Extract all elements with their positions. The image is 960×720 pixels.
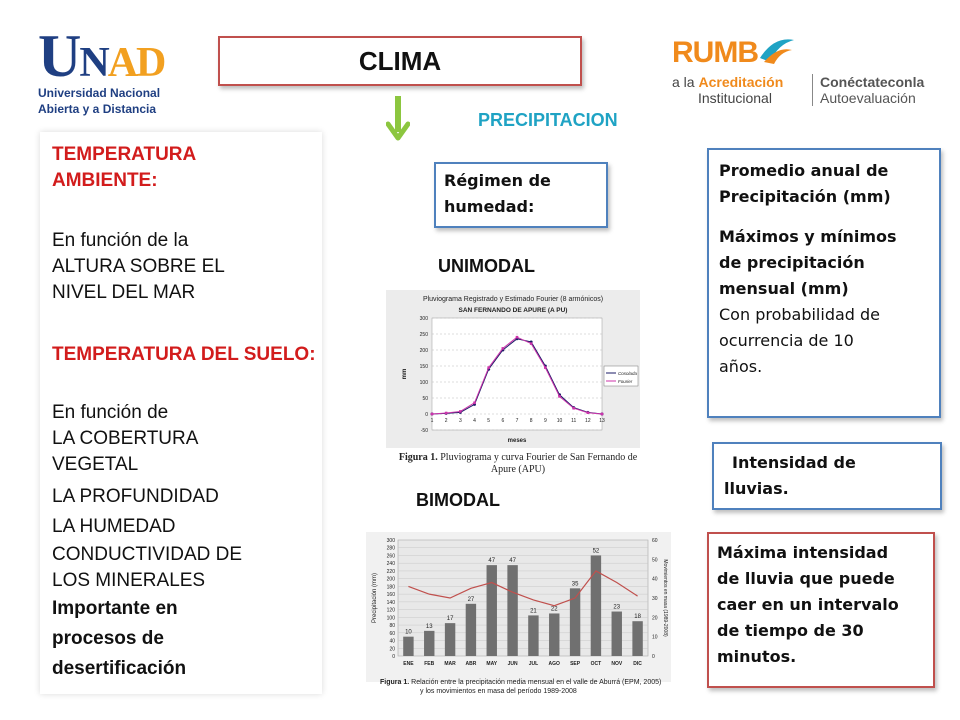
chart1-xtick-label: 13 <box>599 418 605 424</box>
factor-humedad: LA HUMEDAD <box>52 516 176 537</box>
chart1-ytick-label: -50 <box>420 428 428 434</box>
rumbo-logo <box>672 36 942 116</box>
chart2-xtick-label: AGO <box>548 661 560 667</box>
chart1-point <box>473 402 476 405</box>
chart1-point <box>459 410 462 413</box>
chart2-ytick-label: 300 <box>386 538 395 544</box>
rumbo-right2: Autoevaluación <box>820 90 916 106</box>
unad-logo <box>32 22 192 122</box>
bimodal-label: BIMODAL <box>416 490 500 510</box>
chart1-plot-area <box>432 318 602 430</box>
factor-conductividad-b: LOS MINERALES <box>52 570 206 591</box>
chart1-ytick-label: 50 <box>422 396 428 402</box>
chart2-plot-area <box>398 540 648 656</box>
rumbo-line1-pre: a la <box>672 74 695 90</box>
chart1-ytick-label: 0 <box>425 412 428 418</box>
chart2-ytick-label: 100 <box>386 615 395 622</box>
chart2-bar <box>612 612 622 656</box>
unimodal-caption-bold: Figura 1. <box>398 452 438 463</box>
rumbo-line2: Institucional <box>698 90 772 106</box>
chart2-data-label: 47 <box>509 558 516 565</box>
chart2-data-label: 21 <box>530 608 537 615</box>
promedio-line7: ocurrencia de 10 <box>719 331 854 350</box>
chart2-xtick-label: MAR <box>444 661 456 667</box>
chart2-ytick-label: 0 <box>392 654 395 660</box>
chart2-data-label: 17 <box>446 616 454 623</box>
chart1-xtick-label: 3 <box>458 418 462 424</box>
intensidad-line2: lluvias. <box>724 479 789 498</box>
factor-profundidad: LA PROFUNDIDAD <box>52 486 219 507</box>
chart1-legend-label: Cosolada <box>618 371 638 376</box>
factor-conductividad: CONDUCTIVIDAD DE <box>52 544 243 565</box>
rumbo-line1-bold: Acreditación <box>698 74 784 90</box>
unimodal-caption-text: Pluviograma y curva Fourier de San Fernando de Apure (APU) <box>437 452 638 475</box>
chart2-xtick-label: SEP <box>570 661 581 667</box>
chart2-data-label: 35 <box>571 581 579 588</box>
promedio-line1: Promedio anual de <box>719 161 889 180</box>
chart1-title: Pluviograma Registrado y Estimado Fourier (8 armónicos) <box>422 296 604 303</box>
maxima-line3: caer en un intervalo <box>717 595 899 614</box>
rumbo-divider <box>812 74 813 106</box>
chart2-ytick-right-label: 30 <box>652 596 658 602</box>
chart1-xtick-label: 10 <box>556 418 563 424</box>
altura-line3: NIVEL DEL MAR <box>52 282 196 303</box>
chart2-ytick-right-label: 0 <box>652 654 655 660</box>
chart1-point <box>530 342 533 345</box>
chart2-bar <box>445 623 455 656</box>
chart1-xlabel: meses <box>507 438 527 444</box>
maxima-box <box>707 532 935 688</box>
chart2-bar <box>632 621 642 656</box>
bimodal-caption-l1: Relación entre la precipitación media mensual en el valle de Aburrá (EPM, 2005) <box>409 679 662 686</box>
chart1-point <box>601 413 604 416</box>
chart2-ytick-label: 260 <box>386 553 395 560</box>
chart2-bar <box>424 631 434 656</box>
chart2-ytick-label: 220 <box>386 568 395 575</box>
chart2-xtick-label: DIC <box>633 661 642 667</box>
chart1-point <box>445 412 448 415</box>
chart2-ytick-label: 40 <box>389 638 395 645</box>
chart1-ytick-label: 300 <box>419 316 428 322</box>
chart2-data-label: 22 <box>550 606 558 613</box>
chart1-ytick-label: 150 <box>419 364 428 370</box>
chart2-ytick-right-label: 60 <box>652 538 658 544</box>
rumbo-swoosh-icon <box>756 32 796 66</box>
importante-line3: desertificación <box>52 658 187 679</box>
chart1-xtick-label: 1 <box>430 418 434 424</box>
page-title: CLIMA <box>218 36 582 86</box>
temperature-panel <box>40 132 322 694</box>
chart2-ylabel: Precipitación (mm) <box>372 572 378 624</box>
promedio-line2: Precipitación (mm) <box>719 187 891 206</box>
chart2-xtick-label: JUL <box>528 661 539 667</box>
precipitation-heading: PRECIPITACION <box>478 110 618 130</box>
chart2-ytick-label: 280 <box>386 545 395 552</box>
chart1-point <box>516 336 519 339</box>
maxima-line5: minutos. <box>717 647 797 666</box>
chart2-ytick-label: 120 <box>386 607 395 614</box>
chart2-ytick-right-label: 40 <box>652 576 658 583</box>
chart1-xtick-label: 11 <box>571 418 577 424</box>
unimodal-chart <box>386 290 640 448</box>
chart1-legend-label: Fourier <box>618 379 633 384</box>
factor-cobertura-b: VEGETAL <box>52 454 139 475</box>
unad-logo-mark: UNAD <box>38 23 165 89</box>
bimodal-caption <box>380 678 670 696</box>
chart2-ytick-label: 180 <box>386 584 395 591</box>
unimodal-label: UNIMODAL <box>438 256 535 276</box>
maxima-line4: de tiempo de 30 <box>717 621 864 640</box>
altura-line2: ALTURA SOBRE EL <box>52 256 225 277</box>
regimen-line1: Régimen de <box>444 171 551 190</box>
chart2-bar <box>487 565 497 656</box>
temp-ambiente-heading: TEMPERATURA AMBIENTE: <box>52 144 196 191</box>
intensidad-box <box>712 442 942 510</box>
arrow-down-icon <box>386 96 410 142</box>
chart2-ytick-label: 140 <box>386 599 395 606</box>
chart2-ytick-right-label: 20 <box>652 615 658 622</box>
chart1-point <box>502 347 505 350</box>
chart1-xtick-label: 12 <box>585 418 591 424</box>
regimen-box <box>434 162 608 228</box>
chart2-ytick-label: 20 <box>389 646 395 653</box>
chart2-xtick-label: JUN <box>507 661 518 667</box>
chart1-point <box>487 366 490 369</box>
chart2-bar <box>549 613 559 656</box>
chart2-ytick-right-label: 10 <box>652 634 658 641</box>
chart1-ytick-label: 100 <box>419 380 428 386</box>
altura-line1: En función de la <box>52 230 189 251</box>
chart1-xtick-label: 8 <box>529 418 533 424</box>
chart2-xtick-label: FEB <box>424 661 435 667</box>
bimodal-chart <box>366 532 671 682</box>
chart1-ytick-label: 200 <box>419 348 428 354</box>
chart1-xtick-label: 2 <box>444 418 448 424</box>
chart2-ytick-label: 80 <box>389 623 395 630</box>
rumbo-right1: Conéctateconla <box>820 74 925 90</box>
chart2-ytick-label: 60 <box>389 630 395 637</box>
bimodal-caption-l2: y los movimientos en masa del período 1989-2008 <box>420 688 577 695</box>
chart2-ylabel-right: Movimientos en masa (1989-2008) <box>662 559 668 637</box>
maxima-line2: de lluvia que puede <box>717 569 895 588</box>
chart1-xtick-label: 5 <box>487 418 491 424</box>
unimodal-caption <box>386 452 650 476</box>
intensidad-line1: Intensidad de <box>732 453 856 472</box>
rumbo-logo-word: RUMB <box>672 36 758 69</box>
chart1-ytick-label: 250 <box>419 332 428 338</box>
chart2-bar <box>528 615 538 656</box>
chart1-point <box>431 413 434 416</box>
chart2-data-label: 18 <box>634 614 641 621</box>
chart1-xtick-label: 9 <box>543 418 547 424</box>
chart1-subtitle: SAN FERNANDO DE APURE (A PU) <box>458 307 568 314</box>
chart2-data-label: 10 <box>405 629 412 636</box>
chart2-xtick-label: OCT <box>590 661 602 667</box>
chart1-point <box>572 407 575 410</box>
funcion-line: En función de <box>52 402 169 423</box>
chart1-xtick-label: 7 <box>515 418 519 424</box>
chart1-xtick-label: 4 <box>473 418 476 424</box>
chart1-ylabel: mm <box>402 368 408 380</box>
promedio-line3: Máximos y mínimos <box>719 227 897 246</box>
chart2-data-label: 23 <box>613 604 621 611</box>
promedio-box <box>707 148 941 418</box>
chart2-bar <box>507 565 517 656</box>
chart1-point <box>544 366 547 369</box>
chart2-data-label: 27 <box>467 596 475 603</box>
unad-logo-line1: Universidad Nacional <box>38 86 161 100</box>
chart1-point <box>558 395 561 398</box>
chart2-bar <box>403 637 413 656</box>
bimodal-caption-bold: Figura 1. <box>380 679 410 686</box>
chart2-ytick-label: 200 <box>386 576 395 583</box>
unad-logo-line2: Abierta y a Distancia <box>38 102 157 116</box>
chart2-bar <box>466 604 476 656</box>
promedio-line4: de precipitación <box>719 253 865 272</box>
temp-suelo-heading: TEMPERATURA DEL SUELO: <box>52 344 316 365</box>
promedio-line5: mensual (mm) <box>719 279 849 298</box>
promedio-line6: Con probabilidad de <box>719 305 881 324</box>
chart2-xtick-label: ENE <box>403 661 414 667</box>
chart2-data-label: 47 <box>488 558 496 565</box>
importante-line2: procesos de <box>52 628 164 649</box>
regimen-line2: humedad: <box>444 197 535 216</box>
chart2-ytick-label: 160 <box>386 592 395 599</box>
chart2-xtick-label: MAY <box>486 661 498 667</box>
factor-cobertura: LA COBERTURA <box>52 428 199 449</box>
chart1-point <box>587 411 590 414</box>
chart2-ytick-label: 240 <box>386 561 395 568</box>
chart2-data-label: 13 <box>425 623 433 630</box>
importante-line1: Importante en <box>52 598 178 619</box>
promedio-line8: años. <box>719 357 763 376</box>
chart2-ytick-right-label: 50 <box>652 557 658 564</box>
chart2-xtick-label: ABR <box>465 661 477 667</box>
chart2-xtick-label: NOV <box>611 661 623 667</box>
maxima-line1: Máxima intensidad <box>717 543 889 562</box>
chart2-data-label: 52 <box>592 548 600 555</box>
chart1-xtick-label: 6 <box>501 418 505 424</box>
